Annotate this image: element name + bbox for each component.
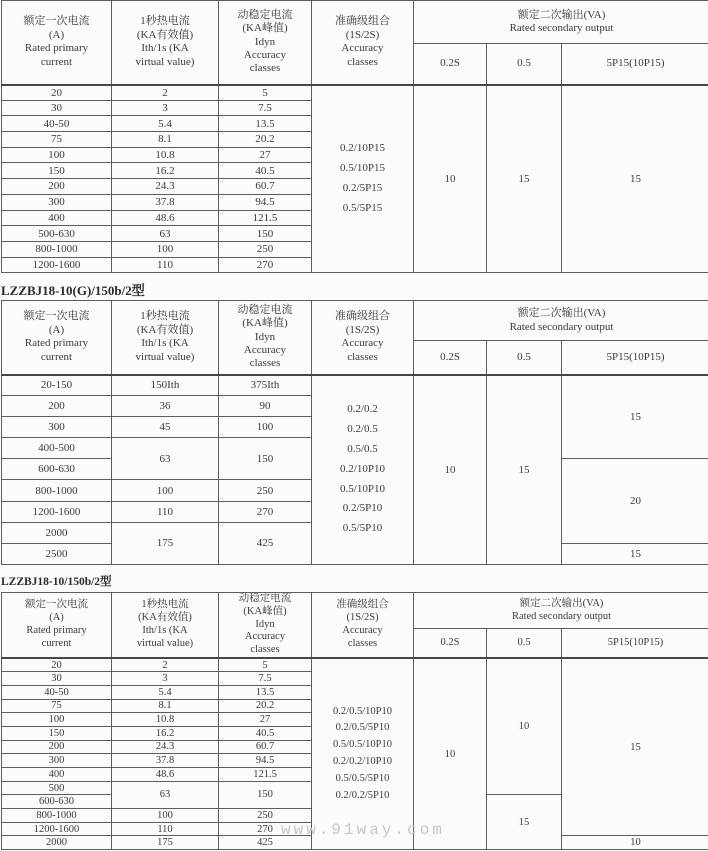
output-5p15-cell: 15 — [562, 658, 708, 836]
primary-current-cell: 100 — [2, 147, 112, 163]
thermal-current-cell: 16.2 — [112, 163, 219, 179]
text-line: Accuracy — [342, 624, 383, 636]
header-primary-current — [2, 301, 112, 375]
text-line: (KA有效值) — [136, 28, 194, 41]
dynamic-current-cell: 60.7 — [219, 179, 312, 195]
table-body — [2, 658, 708, 850]
header-output-sub-0: 0.2S — [414, 341, 487, 375]
dynamic-current-cell: 150 — [219, 226, 312, 242]
spec-table-1 — [1, 0, 708, 273]
thermal-current-cell: 8.1 — [112, 132, 219, 148]
text-line: 1秒热电流 — [140, 15, 190, 28]
primary-current-cell: 500 — [2, 781, 112, 795]
text-line: 0.2/5P10 — [342, 502, 383, 515]
header-accuracy-combo — [312, 1, 414, 85]
table-header — [2, 301, 708, 375]
text-line: 0.2/10P10 — [340, 462, 385, 475]
text-line: virtual value) — [135, 350, 195, 363]
thermal-current-cell: 48.6 — [112, 210, 219, 226]
dynamic-current-cell: 94.5 — [219, 194, 312, 210]
table-row — [2, 85, 708, 101]
thermal-current-cell: 150Ith — [112, 375, 219, 396]
primary-current-cell: 200 — [2, 179, 112, 195]
dynamic-current-cell: 13.5 — [219, 685, 312, 699]
thermal-current-cell: 110 — [112, 257, 219, 273]
text-line: 动稳定电流 — [237, 8, 293, 21]
dynamic-current-cell: 13.5 — [219, 116, 312, 132]
text-line: 0.5/5P15 — [342, 201, 383, 214]
dynamic-current-cell: 425 — [219, 836, 312, 850]
text-line: virtual value) — [135, 55, 195, 68]
header-dynamic-current — [219, 593, 312, 658]
thermal-current-cell: 24.3 — [112, 179, 219, 195]
output-02s-cell: 10 — [414, 658, 487, 850]
text-line: Idyn — [255, 618, 275, 630]
header-output-sub-1: 0.5 — [487, 44, 562, 85]
primary-current-cell: 500-630 — [2, 226, 112, 242]
primary-current-cell: 600-630 — [2, 795, 112, 809]
header-output-sub-0: 0.2S — [414, 629, 487, 658]
primary-current-cell: 600-630 — [2, 459, 112, 480]
spec-table-2 — [1, 300, 708, 565]
text-line: (A) — [48, 323, 65, 336]
text-line: (A) — [48, 28, 65, 41]
dynamic-current-cell: 150 — [219, 781, 312, 808]
thermal-current-cell: 175 — [112, 836, 219, 850]
header-row — [2, 593, 708, 629]
thermal-current-cell: 5.4 — [112, 685, 219, 699]
text-line: 准确级组合 — [335, 15, 390, 28]
text-line: Rated primary — [24, 337, 89, 350]
text-line: 0.5/0.5/10P10 — [333, 739, 392, 751]
text-line: (1S/2S) — [345, 28, 380, 41]
thermal-current-cell: 63 — [112, 781, 219, 808]
text-line: classes — [347, 350, 378, 363]
thermal-current-cell: 48.6 — [112, 767, 219, 781]
text-line: 0.2/0.2 — [347, 403, 378, 416]
primary-current-cell: 100 — [2, 713, 112, 727]
dynamic-current-cell: 121.5 — [219, 767, 312, 781]
output-5p15-cell: 15 — [562, 85, 708, 273]
dynamic-current-cell: 375Ith — [219, 375, 312, 396]
text-line: current — [40, 350, 73, 363]
text-line: 0.5/0.5/5P10 — [335, 772, 390, 784]
text-line: 额定二次输出(VA) — [517, 8, 606, 21]
output-05-cell: 15 — [487, 795, 562, 850]
header-row — [2, 301, 708, 341]
text-line: Rated secondary output — [509, 320, 614, 333]
thermal-current-cell: 100 — [112, 241, 219, 257]
primary-current-cell: 75 — [2, 132, 112, 148]
thermal-current-cell: 24.3 — [112, 740, 219, 754]
dynamic-current-cell: 40.5 — [219, 163, 312, 179]
primary-current-cell: 30 — [2, 100, 112, 116]
primary-current-cell: 40-50 — [2, 685, 112, 699]
text-line: 0.5/10P15 — [340, 162, 385, 175]
accuracy-combo-cell — [312, 375, 414, 565]
dynamic-current-cell: 27 — [219, 713, 312, 727]
dynamic-current-cell: 94.5 — [219, 754, 312, 768]
text-line: 额定二次输出(VA) — [517, 307, 606, 320]
text-line: 动稳定电流 — [237, 303, 293, 316]
text-line: Rated primary — [24, 42, 89, 55]
thermal-current-cell: 63 — [112, 226, 219, 242]
dynamic-current-cell: 425 — [219, 522, 312, 564]
thermal-current-cell: 175 — [112, 522, 219, 564]
primary-current-cell: 20 — [2, 658, 112, 672]
primary-current-cell: 400 — [2, 210, 112, 226]
output-05-cell: 15 — [487, 85, 562, 273]
text-line: (1S/2S) — [346, 612, 379, 624]
section-title-lzzbj18-10-150b: LZZBJ18-10/150b/2型 — [1, 576, 112, 588]
header-output-group — [414, 301, 708, 341]
thermal-current-cell: 2 — [112, 85, 219, 101]
dynamic-current-cell: 5 — [219, 658, 312, 672]
text-line: (KA有效值) — [136, 323, 194, 336]
thermal-current-cell: 63 — [112, 438, 219, 480]
dynamic-current-cell: 270 — [219, 257, 312, 273]
header-dynamic-current — [219, 1, 312, 85]
primary-current-cell: 1200-1600 — [2, 257, 112, 273]
text-line: 0.5/0.5 — [347, 442, 378, 455]
text-line: classes — [249, 357, 281, 370]
table-body — [2, 375, 708, 565]
header-row — [2, 1, 708, 44]
accuracy-combo-cell — [312, 658, 414, 850]
header-thermal-current — [112, 593, 219, 658]
text-line: Rated primary — [26, 624, 87, 636]
text-line: 0.2/0.2/10P10 — [333, 756, 392, 768]
text-line: Accuracy — [341, 42, 384, 55]
primary-current-cell: 2000 — [2, 522, 112, 543]
primary-current-cell: 20-150 — [2, 375, 112, 396]
text-line: Accuracy — [243, 48, 287, 61]
primary-current-cell: 300 — [2, 417, 112, 438]
text-line: current — [40, 55, 73, 68]
text-line: 0.5/5P10 — [342, 522, 383, 535]
primary-current-cell: 400 — [2, 767, 112, 781]
primary-current-cell: 75 — [2, 699, 112, 713]
text-line: (A) — [49, 612, 64, 624]
thermal-current-cell: 3 — [112, 672, 219, 686]
output-05-cell: 10 — [487, 658, 562, 795]
primary-current-cell: 150 — [2, 726, 112, 740]
text-line: classes — [250, 644, 280, 656]
header-accuracy-combo — [312, 301, 414, 375]
text-line: 0.2/10P15 — [340, 142, 385, 155]
primary-current-cell: 800-1000 — [2, 241, 112, 257]
text-line: Ith/1s (KA — [142, 624, 188, 636]
accuracy-combo-cell — [312, 85, 414, 273]
thermal-current-cell: 110 — [112, 822, 219, 836]
header-output-sub-2: 5P15(10P15) — [562, 44, 708, 85]
dynamic-current-cell: 60.7 — [219, 740, 312, 754]
primary-current-cell: 1200-1600 — [2, 822, 112, 836]
dynamic-current-cell: 270 — [219, 822, 312, 836]
text-line: 额定一次电流 — [23, 15, 90, 28]
primary-current-cell: 1200-1600 — [2, 501, 112, 522]
header-accuracy-combo — [312, 593, 414, 658]
header-thermal-current — [112, 1, 219, 85]
primary-current-cell: 400-500 — [2, 438, 112, 459]
dynamic-current-cell: 20.2 — [219, 699, 312, 713]
thermal-current-cell: 2 — [112, 658, 219, 672]
text-line: 1秒热电流 — [141, 599, 189, 611]
thermal-current-cell: 16.2 — [112, 726, 219, 740]
text-line: 额定一次电流 — [25, 599, 88, 611]
primary-current-cell: 800-1000 — [2, 809, 112, 823]
thermal-current-cell: 45 — [112, 417, 219, 438]
table-row — [2, 375, 708, 396]
text-line: Ith/1s (KA — [141, 42, 189, 55]
header-output-group — [414, 1, 708, 44]
dynamic-current-cell: 90 — [219, 396, 312, 417]
header-output-sub-2: 5P15(10P15) — [562, 629, 708, 658]
thermal-current-cell: 10.8 — [112, 713, 219, 727]
primary-current-cell: 2000 — [2, 836, 112, 850]
dynamic-current-cell: 7.5 — [219, 672, 312, 686]
dynamic-current-cell: 250 — [219, 809, 312, 823]
table-header — [2, 1, 708, 85]
text-line: 0.5/10P10 — [340, 482, 385, 495]
dynamic-current-cell: 100 — [219, 417, 312, 438]
dynamic-current-cell: 150 — [219, 438, 312, 480]
text-line: 0.2/0.5 — [347, 423, 378, 436]
thermal-current-cell: 110 — [112, 501, 219, 522]
text-line: Idyn — [254, 35, 276, 48]
primary-current-cell: 300 — [2, 194, 112, 210]
thermal-current-cell: 37.8 — [112, 194, 219, 210]
text-line: 0.2/5P15 — [342, 181, 383, 194]
thermal-current-cell: 37.8 — [112, 754, 219, 768]
primary-current-cell: 800-1000 — [2, 480, 112, 501]
output-05-cell: 15 — [487, 375, 562, 565]
header-output-sub-2: 5P15(10P15) — [562, 341, 708, 375]
watermark: www.91way.com — [281, 821, 445, 839]
text-line: 0.2/0.2/5P10 — [335, 789, 390, 801]
thermal-current-cell: 8.1 — [112, 699, 219, 713]
header-thermal-current — [112, 301, 219, 375]
output-5p15-cell: 10 — [562, 836, 708, 850]
dynamic-current-cell: 40.5 — [219, 726, 312, 740]
text-line: Accuracy — [341, 337, 384, 350]
output-5p15-cell: 15 — [562, 543, 708, 564]
output-02s-cell: 10 — [414, 375, 487, 565]
primary-current-cell: 20 — [2, 85, 112, 101]
dynamic-current-cell: 20.2 — [219, 132, 312, 148]
text-line: 0.2/0.5/5P10 — [335, 722, 390, 734]
header-output-sub-0: 0.2S — [414, 44, 487, 85]
text-line: current — [41, 637, 72, 649]
dynamic-current-cell: 250 — [219, 241, 312, 257]
header-output-sub-1: 0.5 — [487, 629, 562, 658]
text-line: (KA峰值) — [242, 317, 288, 330]
dynamic-current-cell: 27 — [219, 147, 312, 163]
dynamic-current-cell: 5 — [219, 85, 312, 101]
primary-current-cell: 200 — [2, 396, 112, 417]
primary-current-cell: 300 — [2, 754, 112, 768]
thermal-current-cell: 100 — [112, 809, 219, 823]
text-line: Ith/1s (KA — [141, 337, 189, 350]
section-title-lzzbj18-10g-150b: LZZBJ18-10(G)/150b/2型 — [1, 283, 145, 298]
thermal-current-cell: 5.4 — [112, 116, 219, 132]
text-line: 准确级组合 — [335, 310, 390, 323]
header-output-sub-1: 0.5 — [487, 341, 562, 375]
dynamic-current-cell: 121.5 — [219, 210, 312, 226]
primary-current-cell: 2500 — [2, 543, 112, 564]
text-line: (KA峰值) — [242, 22, 288, 35]
dynamic-current-cell: 250 — [219, 480, 312, 501]
spec-table-3 — [1, 592, 708, 850]
text-line: 1秒热电流 — [140, 310, 190, 323]
table-row — [2, 658, 708, 672]
text-line: classes — [249, 62, 281, 75]
text-line: Rated secondary output — [509, 22, 614, 34]
primary-current-cell: 150 — [2, 163, 112, 179]
thermal-current-cell: 10.8 — [112, 147, 219, 163]
header-dynamic-current — [219, 301, 312, 375]
text-line: 准确级组合 — [336, 599, 389, 611]
primary-current-cell: 40-50 — [2, 116, 112, 132]
table-body — [2, 85, 708, 273]
text-line: classes — [347, 637, 378, 649]
text-line: 0.2/0.5/10P10 — [333, 705, 392, 717]
text-line: 额定一次电流 — [23, 310, 90, 323]
header-primary-current — [2, 593, 112, 658]
dynamic-current-cell: 7.5 — [219, 100, 312, 116]
text-line: 额定二次输出(VA) — [519, 597, 604, 609]
text-line: Accuracy — [244, 631, 286, 643]
text-line: 动稳定电流 — [238, 593, 292, 604]
thermal-current-cell: 3 — [112, 100, 219, 116]
text-line: virtual value) — [136, 637, 194, 649]
text-line: Rated secondary output — [511, 610, 612, 622]
thermal-current-cell: 36 — [112, 396, 219, 417]
primary-current-cell: 30 — [2, 672, 112, 686]
header-output-group — [414, 593, 708, 629]
output-5p15-cell: 20 — [562, 459, 708, 543]
text-line: (KA峰值) — [243, 605, 287, 617]
output-02s-cell: 10 — [414, 85, 487, 273]
dynamic-current-cell: 270 — [219, 501, 312, 522]
primary-current-cell: 200 — [2, 740, 112, 754]
text-line: Idyn — [254, 330, 276, 343]
header-primary-current — [2, 1, 112, 85]
thermal-current-cell: 100 — [112, 480, 219, 501]
text-line: (KA有效值) — [138, 612, 192, 624]
text-line: classes — [347, 55, 378, 68]
text-line: (1S/2S) — [345, 323, 380, 336]
output-5p15-cell: 15 — [562, 375, 708, 459]
table-header — [2, 593, 708, 658]
text-line: Accuracy — [243, 343, 287, 356]
